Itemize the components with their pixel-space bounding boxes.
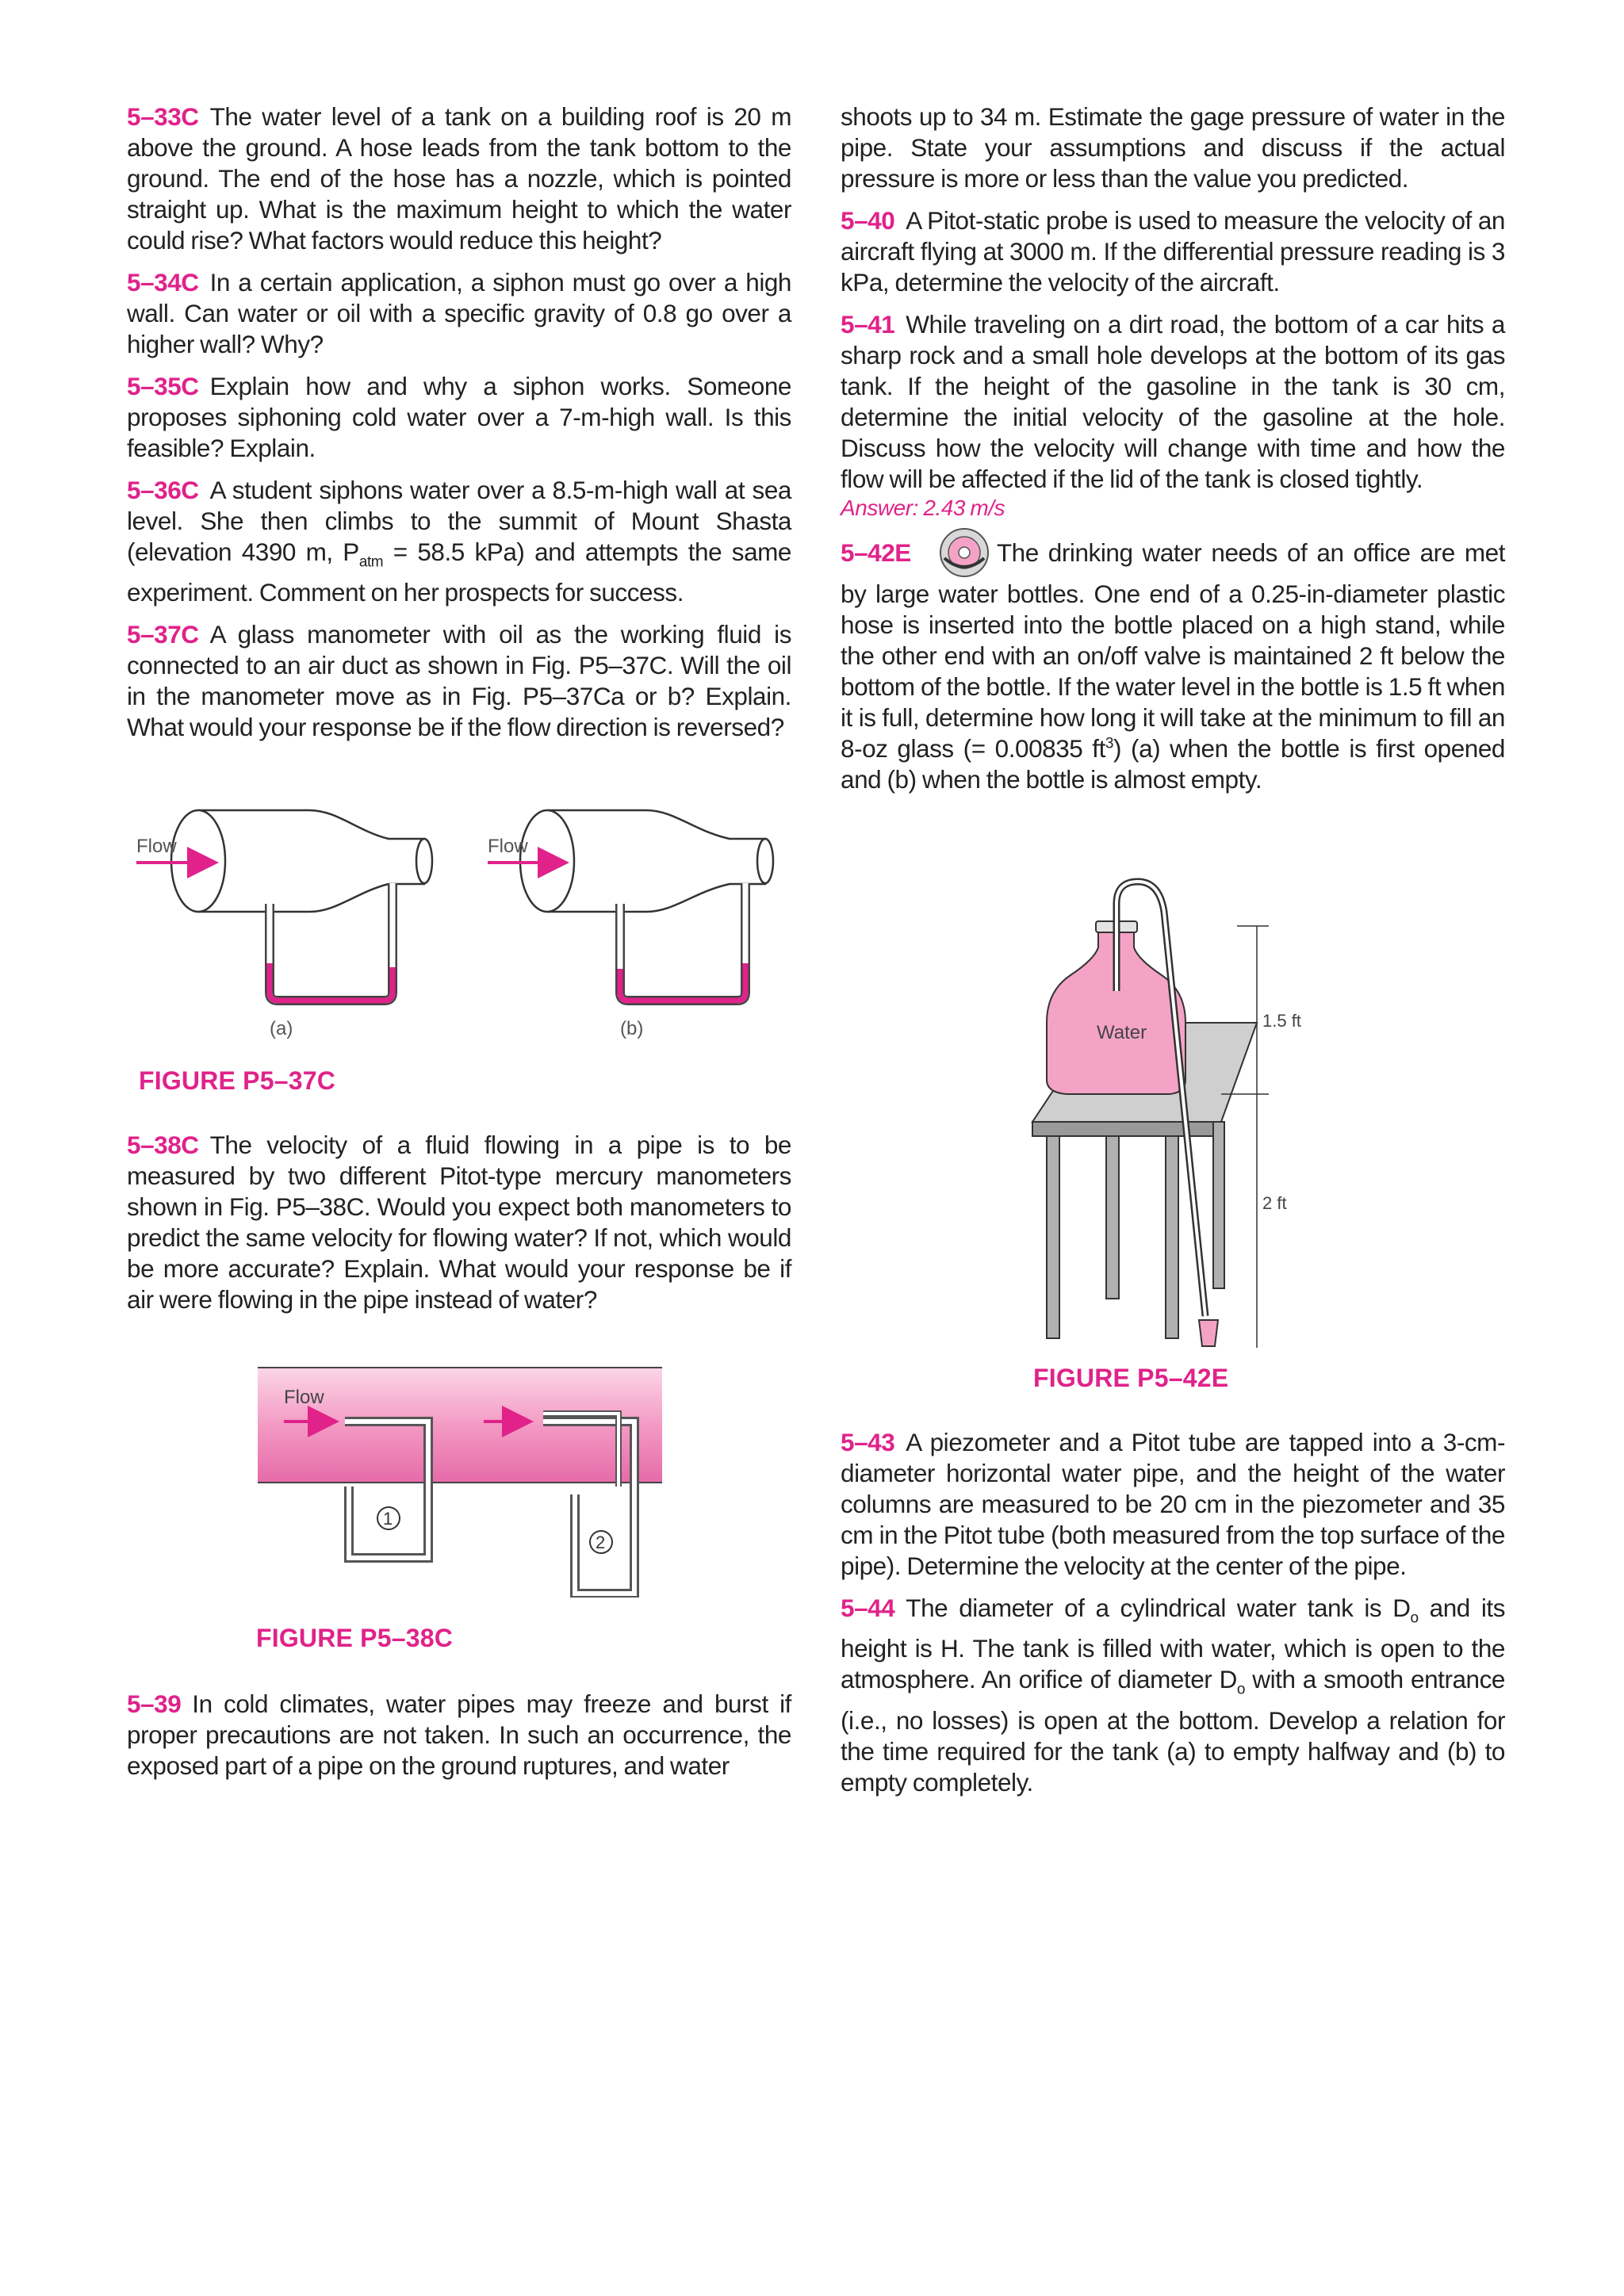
problem-5-44 — [841, 1593, 1505, 1798]
problem-number: 5–44 — [841, 1594, 895, 1622]
figure-caption-p5-38c: FIGURE P5–38C — [256, 1624, 454, 1652]
duct-a — [171, 810, 432, 1001]
problem-5-41 — [841, 309, 1505, 522]
problem-text: The water level of a tank on a building roof is 20 m above the ground. A hose leads from the tank bottom to the ground. The end of the hose has a nozzle, which is pointed straight up. What is the maximum height to which the water could rise? What factors would reduce this height? — [127, 102, 791, 254]
cd-icon — [938, 526, 990, 579]
manometer-2-label: 2 — [596, 1533, 606, 1552]
problem-5-38c — [127, 1130, 791, 1315]
problem-text: In cold climates, water pipes may freeze and burst if proper precautions are not taken. In such an occurrence, the exposed part of a pipe on the ground ruptures, and water — [127, 1689, 791, 1780]
label-a: (a) — [270, 1018, 293, 1039]
left-column — [127, 101, 791, 754]
problem-text-cont: and its height is H. The tank is filled with water, which is open to the atmosphere. An orifice of diameter D — [841, 1594, 1505, 1694]
duct-b — [520, 810, 773, 1001]
problem-5-33c — [127, 101, 791, 256]
problem-number: 5–34C — [127, 268, 199, 297]
problem-text: The diameter of a cylindrical water tank is D — [906, 1594, 1411, 1622]
problem-5-37c — [127, 619, 791, 743]
stand-leg — [1047, 1136, 1059, 1338]
problem-text: The velocity of a fluid flowing in a pipe is to be measured by two different Pitot-type mercury manometers shown in Fig. P5–38C. Would you expect both manometers to predict the same velocity for flowing water? If not, which would be more accurate? Explain. What would your response be if air were flowing in the pipe instead of water? — [127, 1131, 791, 1314]
problem-text: In a certain application, a siphon must go over a high wall. Can water or oil with a specific gravity of 0.8 go over a higher wall? Why? — [127, 268, 791, 358]
problem-5-42e — [841, 526, 1505, 795]
glass — [1199, 1320, 1218, 1346]
figure-caption-p5-42e: FIGURE P5–42E — [1033, 1364, 1229, 1392]
stand-leg — [1213, 1122, 1224, 1288]
problem-text: A piezometer and a Pitot tube are tapped into a 3-cm-diameter horizontal water pipe, and the height of the water columns are measured to be 20 cm in the piezometer and 35 cm in the Pitot tube (both measured from the top surface of the pipe). Determine the velocity at the center of the pipe. — [841, 1428, 1505, 1580]
problem-5-43 — [841, 1427, 1505, 1582]
problem-number: 5–43 — [841, 1428, 895, 1456]
problem-5-36c — [127, 475, 791, 608]
stand-leg — [1106, 1136, 1119, 1299]
problem-5-39 — [127, 1689, 791, 1781]
label-b: (b) — [620, 1018, 644, 1039]
right-column — [841, 101, 1505, 806]
figure-p5-37c — [127, 793, 809, 1047]
dimension-1-5ft: 1.5 ft — [1262, 1011, 1301, 1031]
problem-number: 5–42E — [841, 538, 911, 567]
flow-label-b: Flow — [488, 836, 528, 857]
problem-number: 5–41 — [841, 310, 895, 339]
subscript: o — [1236, 1681, 1246, 1698]
right-column-lower — [841, 1427, 1505, 1809]
problem-number: 5–36C — [127, 476, 199, 504]
subscript: atm — [358, 553, 384, 571]
problem-text: Explain how and why a siphon works. Someone proposes siphoning cold water over a 7-m-high wall. Is this feasible? Explain. — [127, 372, 791, 462]
answer: Answer: 2.43 m/s — [841, 496, 1005, 520]
flow-label-a: Flow — [136, 836, 177, 857]
problem-text-cont: = 58.5 kPa) and attempts the same experiment. Comment on her prospects for success. — [127, 538, 791, 607]
problem-text-cont: ) (a) when the bottle is first opened and (b) when the bottle is almost empty. — [841, 734, 1505, 794]
manometer-1-label: 1 — [383, 1509, 393, 1529]
problem-text: While traveling on a dirt road, the bottom of a car hits a sharp rock and a small hole develops at the bottom of its gas tank. If the height of the gasoline in the tank is 30 cm, determine the initial velocity of the gasoline at the hole. Discuss how the velocity will change with time and how the flow will be affected if the lid of the tank is closed tightly. — [841, 310, 1505, 493]
problem-5-40 — [841, 205, 1505, 298]
stand-leg — [1166, 1136, 1178, 1338]
water-label: Water — [1097, 1022, 1147, 1043]
problem-text: The drinking water needs of an office are met by large water bottles. One end of a 0.25-in-diameter plastic hose is inserted into the bottle placed on a high stand, while the other end with an on/off valve is maintained 2 ft below the bottom of the bottle. If the water level in the bottle is 1.5 ft when it is full, determine how long it will take at the minimum to fill an 8-oz glass (= 0.00835 ft — [841, 538, 1505, 763]
subscript: o — [1410, 1609, 1419, 1627]
dimension-lines — [1221, 926, 1269, 1348]
problem-number: 5–33C — [127, 102, 199, 131]
problem-number: 5–39 — [127, 1689, 182, 1718]
problem-5-34c — [127, 267, 791, 360]
figure-caption-p5-37c: FIGURE P5–37C — [139, 1066, 336, 1095]
problem-text: A student siphons water over a 8.5-m-high wall at sea level. She then climbs to the summit of Mount Shasta (elevation 4390 m, P — [127, 476, 791, 566]
problem-5-35c — [127, 371, 791, 464]
problem-text: A glass manometer with oil as the working fluid is connected to an air duct as shown in Fig. P5–37C. Will the oil in the manometer move as in Fig. P5–37Ca or b? Explain. What would your response be if the flow direction is reversed? — [127, 620, 791, 742]
figure-p5-38c — [254, 1360, 666, 1598]
problem-number: 5–35C — [127, 372, 199, 400]
dimension-2ft: 2 ft — [1262, 1193, 1287, 1213]
flow-label: Flow — [284, 1387, 324, 1408]
problem-text-end: with a smooth entrance (i.e., no losses) is open at the bottom. Develop a relation for the time required for the tank (a) to empty halfway and (b) to empty completely. — [841, 1665, 1505, 1797]
problem-5-39-continued: shoots up to 34 m. Estimate the gage pressure of water in the pipe. State your assumptions and discuss if the actual pressure is more or less than the value you predicted. — [841, 102, 1505, 193]
problem-number: 5–38C — [127, 1131, 199, 1159]
problem-text: A Pitot-static probe is used to measure the velocity of an aircraft flying at 3000 m. If the differential pressure reading is 3 kPa, determine the velocity of the aircraft. — [841, 206, 1505, 297]
problem-number: 5–40 — [841, 206, 895, 235]
superscript: 3 — [1105, 735, 1114, 752]
figure-p5-42e — [1023, 872, 1340, 1348]
problem-number: 5–37C — [127, 620, 199, 649]
